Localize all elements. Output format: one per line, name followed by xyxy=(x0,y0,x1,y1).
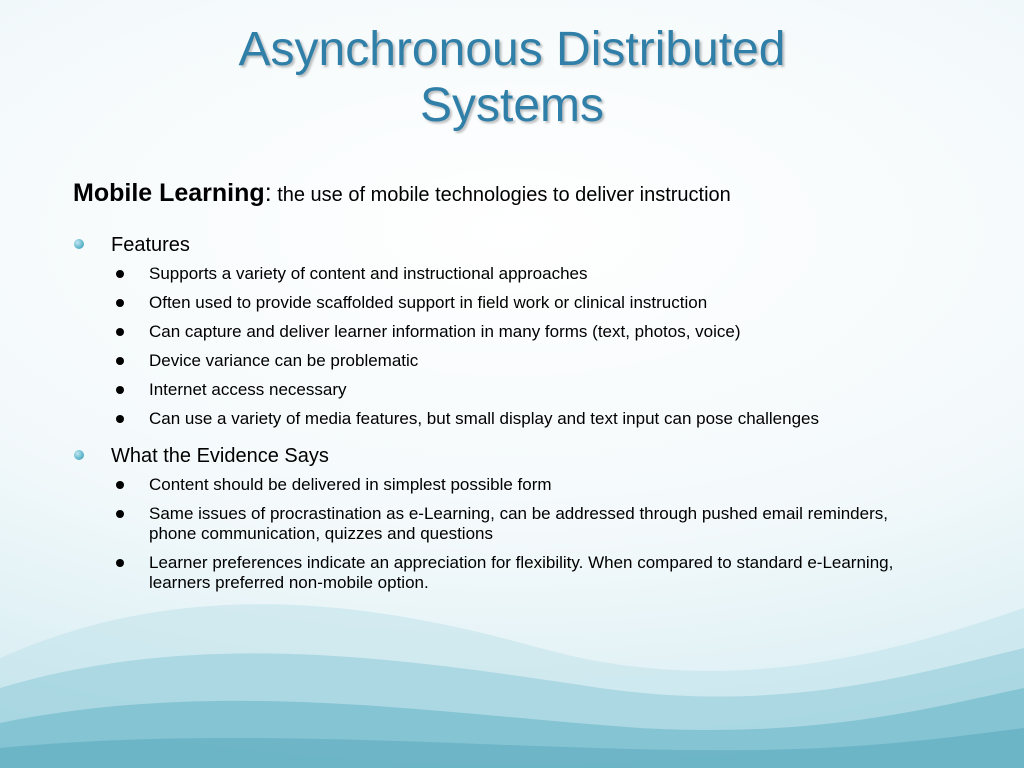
list-item-text: Content should be delivered in simplest possible form xyxy=(149,475,552,494)
slide-title xyxy=(0,22,1024,134)
black-dot-icon xyxy=(116,481,124,489)
list-item xyxy=(149,322,973,342)
lead-term: Mobile Learning xyxy=(73,179,265,207)
list-item-text: Can capture and deliver learner information in many forms (text, photos, voice) xyxy=(149,322,741,341)
slide-title-line-1: Asynchronous Distributed xyxy=(238,23,786,76)
list-item-text: Often used to provide scaffolded support in field work or clinical instruction xyxy=(149,293,708,312)
section-heading-text: Features xyxy=(111,234,190,256)
evidence-list xyxy=(73,475,973,593)
features-list xyxy=(73,264,973,429)
list-item xyxy=(149,293,973,313)
lead-definition-text: the use of mobile technologies to deliver instruction xyxy=(271,184,731,206)
black-dot-icon xyxy=(116,270,124,278)
teal-dot-icon xyxy=(74,450,84,460)
list-item-text: Can use a variety of media features, but small display and text input can pose challenges xyxy=(149,409,819,428)
black-dot-icon xyxy=(116,386,124,394)
black-dot-icon xyxy=(116,559,124,567)
list-item xyxy=(149,475,973,495)
black-dot-icon xyxy=(116,299,124,307)
teal-dot-icon xyxy=(74,239,84,249)
black-dot-icon xyxy=(116,357,124,365)
list-item-text: Device variance can be problematic xyxy=(149,351,419,370)
black-dot-icon xyxy=(116,415,124,423)
black-dot-icon xyxy=(116,510,124,518)
list-item-text: Internet access necessary xyxy=(149,380,347,399)
section-features xyxy=(73,232,973,429)
slide-body xyxy=(73,178,973,602)
list-item xyxy=(149,504,973,544)
black-dot-icon xyxy=(116,328,124,336)
section-evidence xyxy=(73,443,973,593)
list-item xyxy=(149,264,973,284)
lead-definition xyxy=(73,178,973,210)
lead-colon: : xyxy=(264,179,272,207)
list-item-text: Same issues of procrastination as e-Learning, can be addressed through pushed email reminders, phone communication, quizzes and questions xyxy=(149,504,888,543)
list-item xyxy=(149,409,973,429)
list-item xyxy=(149,380,973,400)
list-item xyxy=(149,351,973,371)
list-item xyxy=(149,553,973,593)
list-item-text: Learner preferences indicate an appreciation for flexibility. When compared to standard e-Learning, learners preferred non-mobile option. xyxy=(149,553,894,592)
slide-title-line-2: Systems xyxy=(419,79,605,132)
section-heading xyxy=(73,232,973,258)
section-heading-text: What the Evidence Says xyxy=(111,445,329,467)
section-heading xyxy=(73,443,973,469)
list-item-text: Supports a variety of content and instructional approaches xyxy=(149,264,588,283)
